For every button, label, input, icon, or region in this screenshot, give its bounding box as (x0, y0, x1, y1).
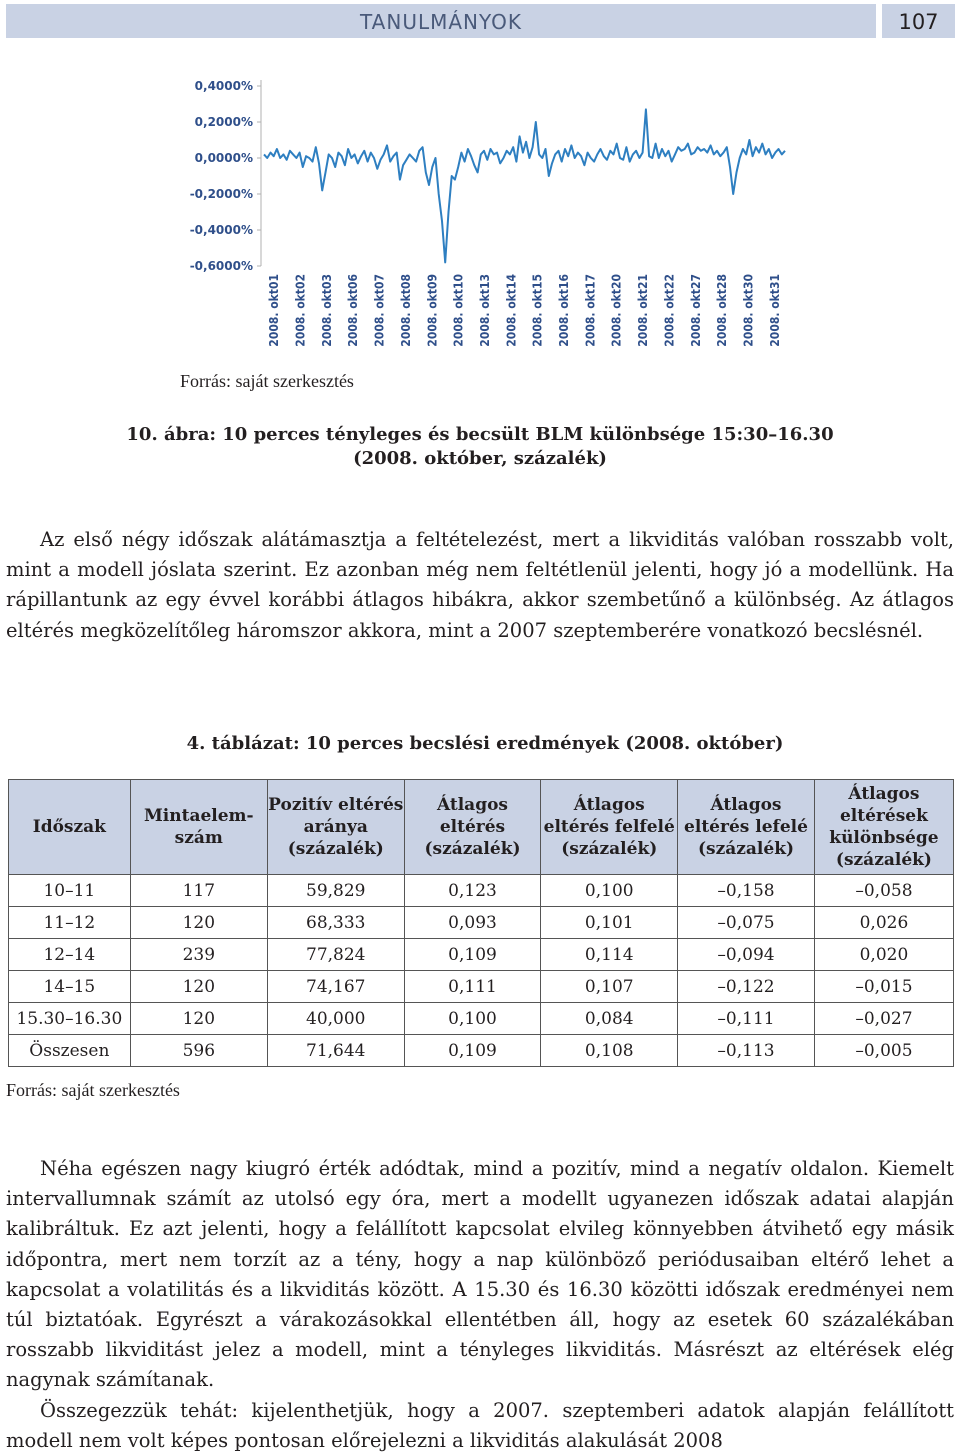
line-chart (160, 70, 800, 360)
table-cell: 0,084 (541, 1003, 678, 1035)
table-cell: 11–12 (9, 907, 131, 939)
table-cell: Összesen (9, 1035, 131, 1067)
header-cell: Mintaelem-szám (130, 780, 267, 875)
table-cell: –0,113 (678, 1035, 815, 1067)
header-cell: Átlagos eltérés lefelé (százalék) (678, 780, 815, 875)
header-cell: Pozitív eltérés aránya (százalék) (267, 780, 404, 875)
table-cell: 0,114 (541, 939, 678, 971)
x-tick-label: 2008. okt21 (636, 274, 651, 347)
table-cell: 59,829 (267, 875, 404, 907)
y-tick-label: 0,2000% (194, 115, 253, 129)
table-row (9, 939, 954, 971)
x-tick-label: 2008. okt03 (319, 274, 334, 347)
table-row (9, 875, 954, 907)
table-cell: 239 (130, 939, 267, 971)
table-source: Forrás: saját szerkesztés (6, 1080, 180, 1100)
table-cell: –0,027 (814, 1003, 953, 1035)
x-tick-label: 2008. okt07 (372, 274, 387, 347)
table-cell: 0,026 (814, 907, 953, 939)
table-cell: –0,058 (814, 875, 953, 907)
table-cell: 0,109 (404, 1035, 541, 1067)
table-cell: 0,109 (404, 939, 541, 971)
figure-caption (100, 423, 860, 471)
page-number-box (882, 4, 955, 38)
table-cell: 0,020 (814, 939, 953, 971)
series-line (264, 109, 785, 262)
x-tick-label: 2008. okt08 (398, 274, 413, 347)
table-cell: 0,107 (541, 971, 678, 1003)
x-tick-label: 2008. okt09 (425, 274, 440, 347)
table-cell: 77,824 (267, 939, 404, 971)
y-tick-label: 0,4000% (194, 79, 253, 93)
y-tick-label: 0,0000% (194, 151, 253, 165)
table-cell: –0,111 (678, 1003, 815, 1035)
table-cell: 15.30–16.30 (9, 1003, 131, 1035)
section-title: TANULMÁNYOK (360, 10, 522, 34)
table-cell: 120 (130, 971, 267, 1003)
page-header (6, 4, 955, 38)
table-cell: 0,123 (404, 875, 541, 907)
x-tick-label: 2008. okt13 (477, 274, 492, 347)
table-caption: 4. táblázat: 10 perces becslési eredmények (2008. október) (186, 733, 784, 754)
x-tick-label: 2008. okt15 (530, 274, 545, 347)
table-cell: 0,100 (404, 1003, 541, 1035)
header-cell: Átlagos eltérés (százalék) (404, 780, 541, 875)
header-cell: Időszak (9, 780, 131, 875)
paragraph-1 (6, 525, 954, 646)
x-tick-label: 2008. okt10 (451, 274, 466, 347)
table-row (9, 1035, 954, 1067)
table-cell: 0,101 (541, 907, 678, 939)
results-table (8, 779, 954, 1067)
table-header-row (9, 780, 954, 875)
x-tick-label: 2008. okt31 (767, 274, 782, 347)
table-cell: 596 (130, 1035, 267, 1067)
table-cell: 10–11 (9, 875, 131, 907)
paragraph-1-text: Az első négy időszak alátámasztja a feltételezést, mert a likviditás valóban rosszabb volt, mint a modell jóslata szerint. Ez azonban még nem feltétlenül jelenti, hogy jó a modellünk. Ha rápillantunk az egy évvel korábbi átlagos hibákra, akkor szembetűnő a különbség. Az átlagos eltérés megközelítőleg háromszor akkora, mint a 2007 szeptemberére vonatkozó becslésnél. (6, 528, 954, 642)
table-cell: 0,111 (404, 971, 541, 1003)
table-cell: –0,094 (678, 939, 815, 971)
table-row (9, 1003, 954, 1035)
table-cell: –0,015 (814, 971, 953, 1003)
header-cell: Átlagos eltérés felfelé (százalék) (541, 780, 678, 875)
y-tick-label: -0,6000% (189, 259, 253, 273)
table-cell: 117 (130, 875, 267, 907)
paragraph-2 (6, 1154, 954, 1456)
table-cell: 0,108 (541, 1035, 678, 1067)
y-tick-label: -0,2000% (189, 187, 253, 201)
table-cell: 0,093 (404, 907, 541, 939)
x-tick-label: 2008. okt30 (741, 274, 756, 347)
table-cell: 12–14 (9, 939, 131, 971)
x-tick-label: 2008. okt16 (557, 274, 572, 347)
x-tick-label: 2008. okt14 (504, 274, 519, 347)
paragraph-3-text: Összegezzük tehát: kijelenthetjük, hogy a 2007. szeptemberi adatok alapján felállított modell nem volt képes pontosan előrejelezni a likviditás alakulását 2008 (6, 1398, 954, 1452)
x-tick-label: 2008. okt28 (715, 274, 730, 347)
section-title-bar (6, 4, 876, 38)
table-row (9, 907, 954, 939)
table-cell: –0,075 (678, 907, 815, 939)
y-tick-label: -0,4000% (189, 223, 253, 237)
table-cell: 71,644 (267, 1035, 404, 1067)
x-tick-label: 2008. okt17 (583, 274, 598, 347)
table-cell: 40,000 (267, 1003, 404, 1035)
table-cell: 0,100 (541, 875, 678, 907)
table-row (9, 971, 954, 1003)
table-cell: –0,122 (678, 971, 815, 1003)
table-cell: –0,005 (814, 1035, 953, 1067)
header-cell: Átlagos eltérések különbsége (százalék) (814, 780, 953, 875)
table-cell: –0,158 (678, 875, 815, 907)
table-cell: 14–15 (9, 971, 131, 1003)
figure-source: Forrás: saját szerkesztés (180, 371, 354, 391)
x-tick-label: 2008. okt22 (662, 274, 677, 347)
page-number: 107 (898, 10, 939, 34)
table-cell: 74,167 (267, 971, 404, 1003)
figure-caption-line2: (2008. október, százalék) (353, 448, 607, 469)
x-tick-label: 2008. okt20 (609, 273, 624, 347)
x-tick-label: 2008. okt01 (267, 274, 282, 347)
table-cell: 120 (130, 907, 267, 939)
paragraph-2-text: Néha egészen nagy kiugró érték adódtak, mind a pozitív, mind a negatív oldalon. Kiemelt intervallumnak számít az utolsó egy óra, mert a modellt ugyanezen időszak adatai alapján kalibráltuk. Ez azt jelenti, hogy a felállított kapcsolat elvileg könnyebben átvihető egy másik időpontra, mert nem torzít az a tény, hogy a nap különböző periódusaiban eltérő lehet a kapcsolat a volatilitás és a likviditás között. A 15.30 és 16.30 közötti időszak eredményei nem túl biztatóak. Egyrészt a várakozásokkal ellentétben áll, hogy az esetek 60 százalékában rosszabb likviditást jelez a modell, mint a tényleges likviditás. Másrészt az eltérések elég nagynak számítanak. (6, 1157, 954, 1392)
x-tick-label: 2008. okt02 (293, 274, 308, 347)
x-tick-label: 2008. okt06 (346, 274, 361, 347)
x-tick-label: 2008. okt27 (688, 274, 703, 347)
figure-caption-line1: 10. ábra: 10 perces tényleges és becsült BLM különbsége 15:30–16.30 (126, 424, 834, 445)
table-cell: 68,333 (267, 907, 404, 939)
table-cell: 120 (130, 1003, 267, 1035)
